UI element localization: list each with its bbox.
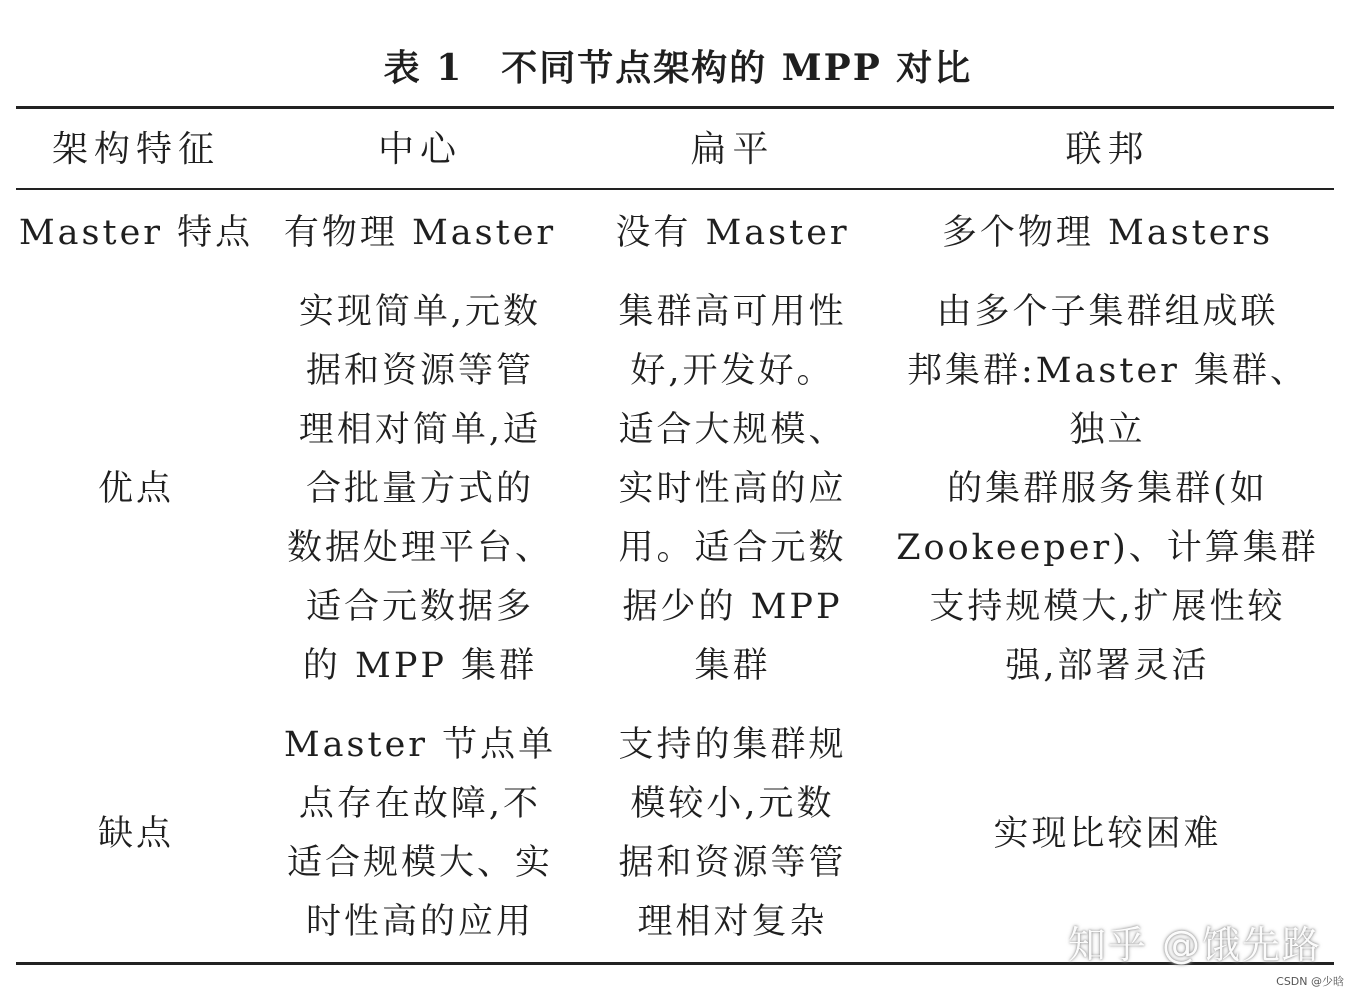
header-feature: 架构特征 <box>51 128 220 170</box>
cell-line: 支持的集群规 <box>618 725 847 765</box>
cell-line: 据和资源等管 <box>618 843 847 883</box>
cell-line: 数据处理平台、 <box>286 527 553 568</box>
cell-line: 合批量方式的 <box>305 468 534 509</box>
header-rule <box>16 188 1334 190</box>
table-caption: 表 1 不同节点架构的 MPP 对比 <box>383 47 973 89</box>
cell-line: 没有 Master <box>615 212 850 253</box>
zhihu-watermark: 知乎 @饿先路 <box>1067 923 1322 967</box>
cell-line: 模较小,元数 <box>630 784 835 824</box>
cell-line: 多个物理 Masters <box>941 212 1274 253</box>
row-master-center <box>270 200 570 266</box>
row-master-federation <box>895 200 1320 266</box>
cell-line: 理相对简单,适 <box>298 409 542 450</box>
row-advantages-flat <box>590 282 875 696</box>
row-disadvantages-flat <box>590 716 875 952</box>
row-disadvantages-feature: 缺点 <box>97 813 174 854</box>
cell-line: 适合规模大、实 <box>286 843 553 883</box>
row-disadvantages-center <box>270 716 570 952</box>
cell-line: 有物理 Master <box>283 212 557 253</box>
cell-line: 实时性高的应 <box>618 468 847 509</box>
row-advantages-federation <box>895 282 1320 696</box>
header-flat: 扁平 <box>690 128 775 170</box>
cell-line: 据少的 MPP <box>622 586 843 627</box>
cell-line: 邦集群:Master 集群、 <box>906 350 1309 391</box>
cell-line: 点存在故障,不 <box>298 784 542 824</box>
row-master-feature: Master 特点 <box>18 212 254 253</box>
cell-line: 集群 <box>694 645 771 686</box>
cell-line: Master 节点单 <box>283 725 557 765</box>
cell-line: 的集群服务集群(如 <box>947 468 1268 509</box>
cell-line: 独立 <box>1069 409 1146 450</box>
row-advantages-feature: 优点 <box>97 468 174 509</box>
cell-line: 支持规模大,扩展性较 <box>929 586 1286 627</box>
cell-line: 据和资源等管 <box>305 350 534 391</box>
cell-line: 由多个子集群组成联 <box>936 291 1279 332</box>
cell-line: 好,开发好。 <box>630 350 835 391</box>
row-master-flat <box>590 200 875 266</box>
cell-line: 时性高的应用 <box>305 902 534 942</box>
csdn-credit: CSDN @少晗 <box>1276 975 1344 988</box>
cell-line: 适合元数据多 <box>305 586 534 627</box>
cell-line: 集群高可用性 <box>618 291 847 332</box>
row-advantages-center <box>270 282 570 696</box>
cell-line: 用。适合元数 <box>618 527 847 568</box>
header-federation: 联邦 <box>1065 128 1150 170</box>
cell-line: Zookeeper)、计算集群 <box>896 527 1319 568</box>
cell-line: 实现简单,元数 <box>298 291 542 332</box>
cell-line: 强,部署灵活 <box>1005 645 1210 686</box>
top-rule <box>16 106 1334 109</box>
cell-line: 理相对复杂 <box>637 902 828 942</box>
cell-line: 实现比较困难 <box>993 813 1222 854</box>
cell-line: 适合大规模、 <box>618 409 847 450</box>
header-center: 中心 <box>377 128 462 170</box>
cell-line: 的 MPP 集群 <box>302 645 538 686</box>
